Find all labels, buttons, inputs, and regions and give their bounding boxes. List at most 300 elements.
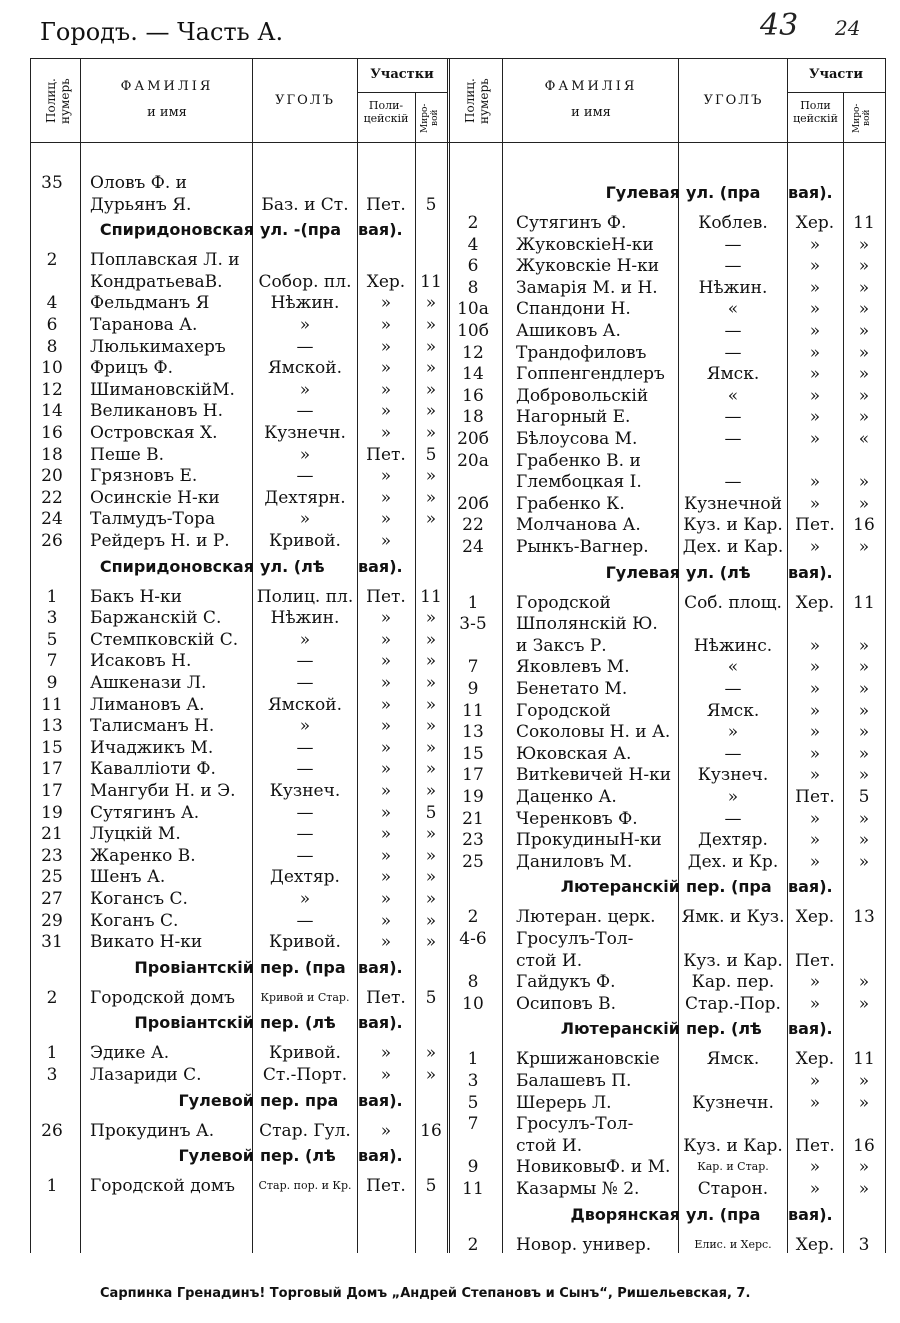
corner-street: Соб. площ.	[684, 592, 782, 613]
magistrate-precinct: 16	[420, 1120, 442, 1141]
corner-street: —	[296, 466, 314, 487]
magistrate-precinct: »	[858, 765, 870, 786]
magistrate-precinct: 11	[853, 213, 875, 233]
house-number: 4	[46, 293, 58, 314]
magistrate-precinct: »	[425, 401, 437, 422]
magistrate-precinct: »	[425, 358, 437, 379]
police-precinct: »	[380, 336, 392, 357]
corner-street: »	[299, 315, 311, 335]
resident-name: ШимановскійМ.	[90, 379, 235, 400]
corner-street: Куз. и Кар.	[683, 515, 783, 536]
house-number: 8	[467, 277, 479, 298]
corner-street: Нѣжин.	[698, 277, 768, 298]
corner-street: Кривой.	[269, 932, 341, 953]
magistrate-precinct: »	[425, 673, 437, 693]
uchastki-rule-left	[357, 92, 447, 93]
police-precinct: »	[380, 889, 392, 909]
corner-street: »	[299, 444, 311, 465]
magistrate-precinct: »	[425, 889, 437, 909]
corner-street: Дехтярн.	[264, 487, 346, 508]
magistrate-precinct: »	[425, 487, 437, 508]
resident-name: Рынкъ-Вагнер.	[516, 537, 649, 557]
magistrate-precinct: 5	[425, 987, 437, 1008]
advertisement-footer: Сарпинка Гренадинъ! Торговый Домъ „Андрей Степановъ и Сынъ“, Ришельевская, 7.	[100, 1286, 751, 1301]
corner-street: Ямской.	[267, 358, 343, 379]
resident-name: Люлькимахеръ	[90, 336, 226, 357]
resident-name: Жаренко В.	[90, 845, 196, 866]
magistrate-precinct: »	[425, 867, 437, 888]
corner-street: —	[724, 808, 742, 829]
resident-name: Таранова А.	[90, 315, 198, 335]
resident-name: Новор. универ.	[516, 1234, 652, 1255]
corner-street: Куз. и Кар.	[683, 950, 783, 971]
resident-name: КондратьеваВ.	[90, 271, 223, 292]
corner-street: —	[724, 342, 742, 363]
magistrate-precinct: »	[425, 629, 437, 650]
police-precinct: »	[809, 851, 821, 872]
magistrate-precinct: »	[425, 737, 437, 758]
police-precinct: »	[809, 385, 821, 406]
corner-street: Полиц. пл.	[256, 586, 354, 607]
corner-street: Нѣжинс.	[693, 635, 773, 656]
police-precinct: Хер.	[795, 592, 835, 613]
resident-name: Балашевъ П.	[516, 1071, 632, 1091]
corner-street: Стар.-Пор.	[685, 993, 781, 1014]
police-precinct: »	[809, 429, 821, 449]
section-side: пер. (пра	[686, 877, 772, 897]
corner-street: —	[296, 759, 314, 780]
police-precinct: »	[809, 972, 821, 993]
corner-street: Кузнеч.	[697, 765, 769, 786]
section-side-end: вая).	[788, 1204, 833, 1224]
magistrate-precinct: »	[425, 293, 437, 314]
house-number: 26	[41, 1120, 63, 1141]
house-number: 2	[46, 250, 58, 271]
header-corner-r: УГОЛЪ	[703, 93, 764, 108]
magistrate-precinct: »	[425, 781, 437, 801]
police-precinct: »	[809, 635, 821, 656]
house-number: 2	[467, 213, 479, 233]
house-number: 18	[41, 444, 63, 465]
magistrate-precinct: 11	[853, 1049, 875, 1070]
resident-name: и Заксъ Р.	[516, 635, 607, 656]
resident-name: Фельдманъ Я	[90, 293, 210, 314]
header-police-r: Поли цейскій	[793, 99, 838, 125]
magistrate-precinct: »	[858, 385, 870, 406]
police-precinct: »	[380, 910, 392, 931]
corner-street: Дехтяр.	[270, 867, 340, 888]
police-precinct: »	[809, 722, 821, 743]
house-number: 31	[41, 932, 63, 953]
header-uchastki-r: Участи	[808, 67, 864, 82]
police-precinct: »	[809, 657, 821, 678]
magistrate-precinct: 5	[425, 444, 437, 465]
house-number: 15	[41, 737, 63, 758]
header-mir: Миро-вой	[420, 103, 440, 133]
corner-street: Кузнеч.	[269, 781, 341, 801]
house-number: 1	[467, 592, 479, 613]
house-number: 19	[462, 787, 484, 807]
section-heading: Провiантскій	[134, 1013, 254, 1033]
corner-street: »	[299, 379, 311, 400]
police-precinct: »	[380, 845, 392, 866]
resident-name: Добровольскій	[516, 385, 649, 406]
magistrate-precinct: »	[425, 1065, 437, 1085]
police-precinct: Хер.	[795, 213, 835, 233]
corner-street: Кузнечн.	[264, 423, 346, 443]
house-number: 11	[462, 700, 484, 721]
house-number: 21	[462, 808, 484, 829]
resident-name: Луцкій М.	[90, 824, 181, 845]
section-side-end: вая).	[358, 220, 403, 240]
section-heading: Лютеранскій	[560, 877, 680, 897]
resident-name: Осинскіе Н-ки	[90, 487, 220, 508]
resident-name: Трандофиловъ	[516, 342, 647, 363]
magistrate-precinct: »	[858, 299, 870, 320]
house-number: 7	[467, 1114, 479, 1135]
magistrate-precinct: 16	[853, 1135, 875, 1156]
header-rule	[30, 142, 886, 143]
resident-name: Городской домъ	[90, 1176, 235, 1197]
header-mir-r: Миро-вой	[852, 103, 872, 133]
section-heading: Гулевая	[605, 562, 680, 582]
house-number: 18	[462, 407, 484, 428]
magistrate-precinct: »	[425, 824, 437, 845]
col-line	[678, 58, 679, 1253]
corner-street: Баз. и Ст.	[261, 194, 349, 215]
resident-name: Соколовы Н. и А.	[516, 722, 671, 743]
resident-name: Лазариди С.	[90, 1065, 202, 1085]
magistrate-precinct: »	[425, 336, 437, 357]
section-side-end: вая).	[358, 556, 403, 576]
corner-street: Ямск.	[706, 700, 760, 721]
police-precinct: Пет.	[795, 515, 835, 536]
magistrate-precinct: »	[858, 277, 870, 298]
house-number: 22	[41, 487, 63, 508]
magistrate-precinct: »	[425, 1043, 437, 1064]
corner-street: Дех. и Кр.	[687, 851, 779, 872]
magistrate-precinct: »	[858, 364, 870, 385]
magistrate-precinct: »	[425, 315, 437, 335]
magistrate-precinct: »	[425, 466, 437, 487]
magistrate-precinct: »	[858, 657, 870, 678]
house-number: 4	[467, 234, 479, 255]
magistrate-precinct: »	[425, 845, 437, 866]
corner-street: »	[727, 787, 739, 807]
police-precinct: »	[380, 716, 392, 737]
magistrate-precinct: »	[858, 537, 870, 557]
section-heading: Гулевой	[178, 1090, 254, 1110]
house-number: 14	[462, 364, 484, 385]
police-precinct: »	[380, 608, 392, 629]
section-heading: Провiантскій	[134, 957, 254, 977]
magistrate-precinct: »	[858, 407, 870, 428]
corner-street: Дех. и Кар.	[682, 537, 784, 557]
resident-name: Фрицъ Ф.	[90, 358, 173, 379]
corner-street: Дехтяр.	[698, 830, 768, 851]
house-number: 20а	[457, 450, 489, 471]
house-number: 13	[462, 722, 484, 743]
resident-name: Осиповъ В.	[516, 993, 617, 1014]
corner-street: —	[724, 429, 742, 449]
magistrate-precinct: »	[858, 342, 870, 363]
resident-name: Дурьянъ Я.	[90, 194, 192, 215]
page-title: Городъ. — Часть А.	[40, 18, 284, 46]
police-precinct: Пет.	[366, 987, 406, 1008]
house-number: 16	[41, 423, 63, 443]
magistrate-precinct: »	[858, 700, 870, 721]
house-number: 12	[462, 342, 484, 363]
magistrate-precinct: 5	[425, 802, 437, 823]
corner-street: Ямск.	[706, 1049, 760, 1070]
resident-name: Лимановъ А.	[90, 694, 205, 715]
police-precinct: »	[380, 379, 392, 400]
magistrate-precinct: 11	[420, 586, 442, 607]
corner-street: —	[724, 321, 742, 341]
resident-name: Гоппенгендлеръ	[516, 364, 665, 385]
police-precinct: »	[380, 759, 392, 780]
magistrate-precinct: »	[858, 321, 870, 341]
house-number: 8	[467, 972, 479, 993]
police-precinct: »	[809, 537, 821, 557]
resident-name: Островская Х.	[90, 423, 218, 443]
house-number: 10	[462, 993, 484, 1014]
house-number: 7	[467, 657, 479, 678]
police-precinct: »	[380, 629, 392, 650]
police-precinct: »	[380, 802, 392, 823]
police-precinct: »	[809, 808, 821, 829]
police-precinct: »	[380, 531, 392, 551]
resident-name: Сутягинъ Ф.	[516, 213, 627, 233]
police-precinct: »	[809, 299, 821, 320]
magistrate-precinct: »	[858, 851, 870, 872]
magistrate-precinct: 11	[420, 271, 442, 292]
police-precinct: Пет.	[366, 194, 406, 215]
house-number: 11	[41, 694, 63, 715]
police-precinct: Пет.	[366, 1176, 406, 1197]
magistrate-precinct: »	[425, 932, 437, 953]
police-precinct: »	[809, 679, 821, 699]
resident-name: Спандони Н.	[516, 299, 631, 320]
house-number: 9	[46, 673, 58, 693]
corner-street: «	[727, 657, 739, 678]
resident-name: Казармы № 2.	[516, 1179, 640, 1199]
police-precinct: Хер.	[366, 271, 406, 292]
house-number: 7	[46, 651, 58, 672]
police-precinct: »	[380, 694, 392, 715]
corner-street: Нѣжин.	[270, 293, 340, 314]
police-precinct: »	[380, 401, 392, 422]
police-precinct: »	[380, 867, 392, 888]
house-number: 20	[41, 466, 63, 487]
corner-street: —	[724, 472, 742, 493]
section-side: пер. пра	[260, 1090, 339, 1110]
police-precinct: »	[380, 781, 392, 801]
resident-name: стой И.	[516, 1135, 583, 1156]
resident-name: Грабенко К.	[516, 493, 625, 514]
police-precinct: »	[380, 932, 392, 953]
police-precinct: »	[380, 358, 392, 379]
resident-name: Талмудъ-Тора	[90, 509, 216, 530]
house-number: 16	[462, 385, 484, 406]
resident-name: Великановъ Н.	[90, 401, 224, 422]
section-side: пер. (пра	[260, 957, 346, 977]
resident-name: Нагорный Е.	[516, 407, 631, 428]
resident-name: Черенковъ Ф.	[516, 808, 638, 829]
col-line	[80, 58, 81, 1253]
police-precinct: »	[380, 466, 392, 487]
section-heading: Лютеранскій	[560, 1019, 680, 1039]
corner-street: Ямской.	[267, 694, 343, 715]
police-precinct: »	[380, 673, 392, 693]
house-number: 2	[467, 907, 479, 928]
corner-street: Кар. пер.	[691, 972, 775, 993]
resident-name: Гросулъ-Тол-	[516, 929, 634, 949]
magistrate-precinct: »	[858, 472, 870, 493]
resident-name: Викато Н-ки	[90, 932, 203, 953]
magistrate-precinct: »	[858, 743, 870, 764]
resident-name: Стемпковскій С.	[90, 629, 239, 650]
magistrate-precinct: »	[425, 423, 437, 443]
corner-street: Ямск.	[706, 364, 760, 385]
magistrate-precinct: 16	[853, 515, 875, 536]
police-precinct: »	[809, 1092, 821, 1113]
header-police-number-r: Полиц. нумерь	[463, 78, 491, 124]
magistrate-precinct: »	[858, 1092, 870, 1113]
corner-street: —	[296, 824, 314, 845]
house-number: 5	[467, 1092, 479, 1113]
corner-street: Старон.	[697, 1179, 769, 1199]
resident-name: Бенетато М.	[516, 679, 628, 699]
corner-street: —	[296, 802, 314, 823]
house-number: 25	[462, 851, 484, 872]
house-number: 2	[467, 1234, 479, 1255]
house-number: 15	[462, 743, 484, 764]
police-precinct: »	[809, 472, 821, 493]
house-number: 10а	[457, 299, 489, 320]
magistrate-precinct: »	[858, 972, 870, 993]
resident-name: Молчанова А.	[516, 515, 641, 536]
corner-street: —	[724, 743, 742, 764]
corner-street: »	[299, 629, 311, 650]
resident-name: Прокудинъ А.	[90, 1120, 215, 1141]
resident-name: ЖуковскіеН-ки	[516, 234, 654, 255]
resident-name: Витkевичей Н-ки	[516, 765, 672, 786]
house-number: 23	[41, 845, 63, 866]
house-number: 4-6	[459, 929, 487, 949]
resident-name: Лютеран. церк.	[516, 907, 656, 928]
magistrate-precinct: »	[425, 910, 437, 931]
house-number: 17	[462, 765, 484, 786]
corner-street: —	[296, 910, 314, 931]
magistrate-precinct: »	[858, 993, 870, 1014]
house-number: 23	[462, 830, 484, 851]
magistrate-precinct: »	[858, 1157, 870, 1178]
resident-name: Когансъ С.	[90, 889, 188, 909]
corner-street: Кузнечной	[684, 493, 782, 514]
section-side-end: вая).	[358, 1090, 403, 1110]
police-precinct: »	[809, 700, 821, 721]
resident-name: Гросулъ-Тол-	[516, 1114, 634, 1135]
house-number: 11	[462, 1179, 484, 1199]
corner-street: »	[299, 889, 311, 909]
magistrate-precinct: »	[858, 1071, 870, 1091]
house-number: 20б	[457, 493, 489, 514]
magistrate-precinct: »	[425, 694, 437, 715]
resident-name: Даниловъ М.	[516, 851, 633, 872]
police-precinct: »	[380, 423, 392, 443]
corner-street: »	[299, 716, 311, 737]
house-number: 12	[41, 379, 63, 400]
house-number: 3	[46, 608, 58, 629]
magistrate-precinct: »	[425, 379, 437, 400]
police-precinct: »	[809, 1179, 821, 1199]
police-precinct: »	[809, 277, 821, 298]
magistrate-precinct: 5	[425, 194, 437, 215]
magistrate-precinct: »	[858, 1179, 870, 1199]
magistrate-precinct: »	[858, 830, 870, 851]
resident-name: Кршижановскіе	[516, 1049, 660, 1070]
magistrate-precinct: 5	[858, 787, 870, 807]
corner-street: —	[296, 737, 314, 758]
resident-name: Бакъ Н-ки	[90, 586, 182, 607]
resident-name: Шенъ А.	[90, 867, 166, 888]
resident-name: Глембоцкая I.	[516, 472, 642, 493]
house-number: 10б	[457, 321, 489, 341]
corner-street: Елис. и Херс.	[694, 1237, 772, 1251]
resident-name: Эдике А.	[90, 1043, 170, 1064]
police-precinct: »	[380, 487, 392, 508]
corner-street: Кузнечн.	[692, 1092, 774, 1113]
resident-name: Исаковъ Н.	[90, 651, 192, 672]
corner-street: Коблев.	[698, 213, 768, 233]
magistrate-precinct: »	[858, 234, 870, 255]
house-number: 24	[41, 509, 63, 530]
house-number: 22	[462, 515, 484, 536]
resident-name: Рейдеръ Н. и Р.	[90, 531, 230, 551]
magistrate-precinct: »	[425, 509, 437, 530]
police-precinct: Хер.	[795, 1234, 835, 1255]
uchastki-rule-right	[787, 92, 886, 93]
police-precinct: Хер.	[795, 907, 835, 928]
section-side-end: вая).	[788, 877, 833, 897]
section-side: ул. (пра	[686, 183, 761, 202]
corner-street: Кривой.	[269, 531, 341, 551]
section-side-end: вая).	[358, 957, 403, 977]
corner-street: Куз. и Кар.	[683, 1135, 783, 1156]
corner-street: —	[724, 679, 742, 699]
section-side: ул. -(пра	[260, 220, 342, 240]
magistrate-precinct: »	[858, 679, 870, 699]
magistrate-precinct: 13	[853, 907, 875, 928]
house-number: 6	[46, 315, 58, 335]
police-precinct: Пет.	[366, 586, 406, 607]
house-number: 27	[41, 889, 63, 909]
magistrate-precinct: 11	[853, 592, 875, 613]
resident-name: Ичаджикъ М.	[90, 737, 214, 758]
magistrate-precinct: 3	[858, 1234, 870, 1255]
resident-name: Жуковскіе Н-ки	[516, 256, 660, 277]
resident-name: Даценко А.	[516, 787, 617, 807]
resident-name: Каваллiоти Ф.	[90, 759, 216, 780]
resident-name: Замарія М. и Н.	[516, 277, 658, 298]
magistrate-precinct: »	[425, 608, 437, 629]
house-number: 3	[467, 1071, 479, 1091]
col-line	[502, 58, 503, 1253]
corner-street: «	[727, 385, 739, 406]
police-precinct: »	[809, 1157, 821, 1178]
header-corner: УГОЛЪ	[275, 93, 335, 108]
